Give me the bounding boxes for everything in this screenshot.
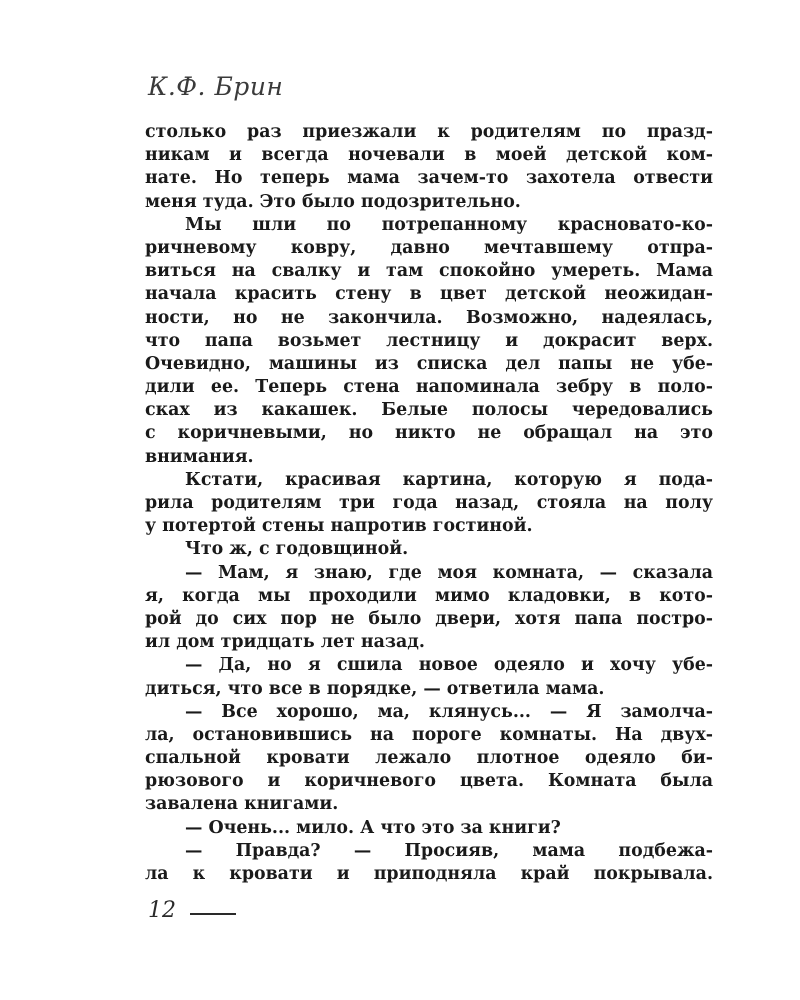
text-line: ла, остановившись на пороге комнаты. На двух-: [145, 724, 713, 745]
text-line: сках из какашек. Белые полосы чередовались: [145, 400, 713, 421]
text-line: рой до сих пор не было двери, хотя папа постро-: [145, 608, 713, 629]
text-line: столько раз приезжали к родителям по празд-: [145, 122, 713, 142]
text-line: — Очень... мило. А что это за книги?: [185, 817, 561, 838]
text-line: виться на свалку и там спокойно умереть. Мама: [145, 261, 713, 282]
text-line: спальной кровати лежало плотное одеяло би-: [145, 748, 713, 769]
text-line: Кстати, красивая картина, которую я пода-: [185, 469, 713, 490]
text-line: дили ее. Теперь стена напоминала зебру в поло-: [145, 377, 713, 398]
footer-rule: [190, 913, 236, 915]
text-line: Мы шли по потрепанному красновато-ко-: [185, 214, 713, 235]
text-line: ности, но не закончила. Возможно, надеялась,: [145, 307, 713, 328]
text-line: рюзового и коричневого цвета. Комната была: [145, 771, 713, 792]
text-line: что папа возьмет лестницу и докрасит верх.: [145, 330, 713, 351]
text-line: у потертой стены напротив гостиной.: [145, 516, 533, 537]
text-line: — Да, но я сшила новое одеяло и хочу убе-: [185, 655, 713, 676]
text-line: нате. Но теперь мама зачем-то захотела отвести: [145, 168, 713, 189]
text-line: ил дом тридцать лет назад.: [145, 632, 425, 653]
text-line: начала красить стену в цвет детской неожидан-: [145, 284, 713, 305]
text-line: рила родителям три года назад, стояла на полу: [145, 493, 713, 513]
running-header-author: К.Ф. Брин: [148, 72, 284, 101]
text-line: внимания.: [145, 446, 254, 467]
text-line: завалена книгами.: [145, 794, 339, 815]
text-line: я, когда мы проходили мимо кладовки, в кото-: [145, 585, 713, 606]
text-line: Что ж, с годовщиной.: [185, 539, 409, 560]
text-line: никам и всегда ночевали в моей детской ком-: [145, 145, 713, 166]
page-footer: [148, 898, 236, 923]
text-line: диться, что все в порядке, — ответила мама.: [145, 678, 605, 699]
text-line: ла к кровати и приподняла край покрывала.: [145, 864, 713, 884]
text-line: ричневому ковру, давно мечтавшему отпра-: [145, 237, 713, 258]
body-text: [145, 121, 713, 886]
text-line: — Правда? — Просияв, мама подбежа-: [185, 840, 713, 861]
page-number: 12: [148, 898, 176, 923]
text-line: — Все хорошо, ма, клянусь... — Я замолча-: [185, 701, 713, 722]
text-line: Очевидно, машины из списка дел папы не убе-: [145, 353, 713, 374]
text-line: — Мам, я знаю, где моя комната, — сказала: [185, 562, 713, 583]
text-line: меня туда. Это было подозрительно.: [145, 191, 521, 212]
text-line: с коричневыми, но никто не обращал на это: [145, 423, 713, 444]
